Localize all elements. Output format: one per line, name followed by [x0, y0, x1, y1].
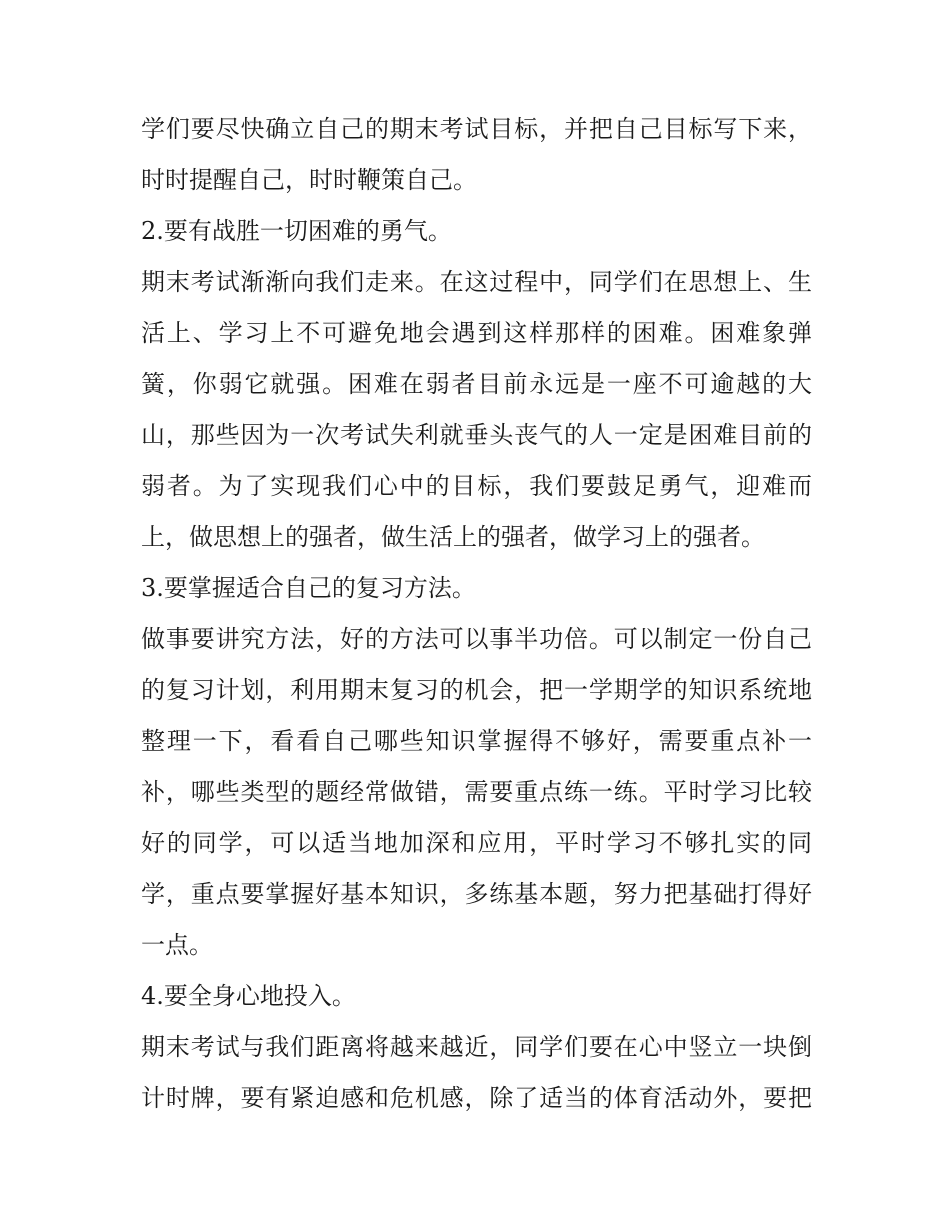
paragraph-line: 补，哪些类型的题经常做错，需要重点练一练。平时学习比较: [141, 778, 812, 806]
paragraph-line: 上，做思想上的强者，做生活上的强者，做学习上的强者。: [141, 523, 765, 551]
paragraph-line: 计时牌，要有紧迫感和危机感，除了适当的体育活动外，要把: [141, 1084, 812, 1112]
paragraph-line: 簧，你弱它就强。困难在弱者目前永远是一座不可逾越的大: [141, 370, 812, 398]
paragraph-line: 好的同学，可以适当地加深和应用，平时学习不够扎实的同: [141, 829, 812, 857]
section-heading: 4.要全身心地投入。: [141, 982, 356, 1010]
document-body: [141, 104, 817, 1124]
paragraph-line: 学们要尽快确立自己的期末考试目标，并把自己目标写下来，: [141, 115, 812, 143]
paragraph-line: 时时提醒自己，时时鞭策自己。: [141, 166, 477, 194]
paragraph-line: 期末考试与我们距离将越来越近，同学们要在心中竖立一块倒: [141, 1033, 812, 1061]
paragraph-line: 做事要讲究方法，好的方法可以事半功倍。可以制定一份自己: [141, 625, 812, 653]
paragraph-line: 学，重点要掌握好基本知识，多练基本题，努力把基础打得好: [141, 880, 812, 908]
paragraph-line: 活上、学习上不可避免地会遇到这样那样的困难。困难象弹: [141, 319, 812, 347]
section-heading: 3.要掌握适合自己的复习方法。: [141, 574, 476, 602]
paragraph-line: 的复习计划，利用期末复习的机会，把一学期学的知识系统地: [141, 676, 812, 704]
paragraph-line: 期末考试渐渐向我们走来。在这过程中，同学们在思想上、生: [141, 268, 812, 296]
section-heading: 2.要有战胜一切困难的勇气。: [141, 217, 452, 245]
paragraph-line: 一点。: [141, 931, 213, 959]
paragraph-line: 弱者。为了实现我们心中的目标，我们要鼓足勇气，迎难而: [141, 472, 812, 500]
paragraph-line: 山，那些因为一次考试失利就垂头丧气的人一定是困难目前的: [141, 421, 812, 449]
paragraph-line: 整理一下，看看自己哪些知识掌握得不够好，需要重点补一: [141, 727, 812, 755]
